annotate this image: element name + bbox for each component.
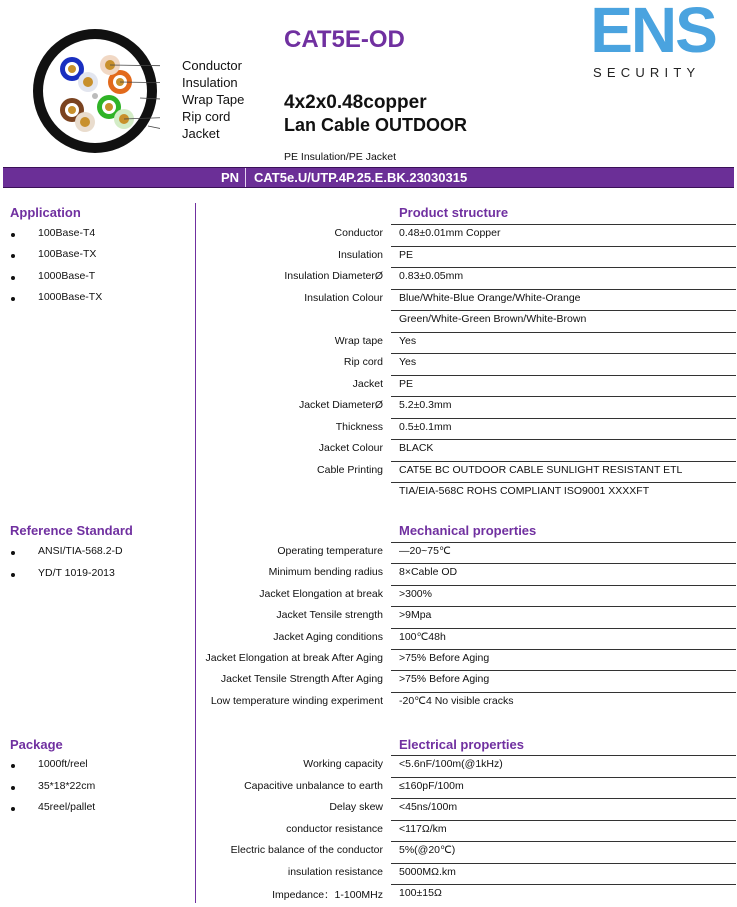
electrical-label: Capacitive unbalance to earth [244,779,383,792]
electrical-label: conductor resistance [286,822,383,835]
structure-row-divider [391,332,736,333]
electrical-row-divider [391,798,736,799]
structure-row-divider [391,396,736,397]
bullet-icon [11,786,15,790]
structure-label: Jacket [352,377,383,390]
part-number-bar [3,167,734,188]
bullet-icon [11,254,15,258]
application-item: 100Base-TX [38,248,97,260]
electrical-label: Delay skew [329,801,383,813]
mechanical-row-divider [391,628,736,629]
electrical-value: <45ns/100m [399,801,458,813]
structure-label: Insulation DiameterØ [284,270,383,282]
cable-cross-section-diagram [30,26,160,156]
package-title: Package [10,737,63,752]
mechanical-value: >9Mpa [399,609,432,622]
mechanical-value: >75% Before Aging [399,652,490,664]
legend-conductor: Conductor [182,58,242,73]
mechanical-label: Jacket Aging conditions [273,630,383,643]
application-item: 1000Base-T [38,270,96,282]
legend-rip-cord: Rip cord [182,109,231,124]
electrical-label: Electric balance of the conductor [230,844,383,856]
legend-wrap-tape: Wrap Tape [182,92,245,107]
structure-row-divider [391,289,736,290]
structure-value: 5.2±0.3mm [399,399,452,411]
electrical-label: Working capacity [303,758,383,770]
mechanical-row-divider [391,692,736,693]
structure-value: 0.48±0.01mm Copper [399,227,501,239]
product-title: CAT5E-OD [284,26,405,53]
electrical-value: 100±15Ω [399,887,442,899]
structure-value: TIA/EIA-568C ROHS COMPLIANT ISO9001 XXXXFT [399,485,650,497]
application-title: Application [10,205,81,220]
mechanical-label: Jacket Tensile strength [276,609,383,622]
mechanical-label: Jacket Tensile Strength After Aging [220,673,383,686]
structure-label: Insulation Colour [304,291,383,304]
structure-row-divider [391,439,736,440]
mechanical-value: >300% [399,587,432,600]
mechanical-value: 100℃48h [399,630,446,643]
bullet-icon [11,573,15,577]
structure-label: Insulation [338,248,383,261]
pn-separator [245,168,246,187]
reference-item: ANSI/TIA-568.2-D [38,545,123,557]
structure-label: Cable Printing [317,463,383,476]
electrical-value: 5%(@20℃) [399,844,456,856]
structure-label: Conductor [334,227,383,239]
reference-title: Reference Standard [10,523,133,538]
electrical-row-divider [391,863,736,864]
column-divider [195,203,196,903]
structure-label: Thickness [335,420,383,433]
pn-key: PN [221,170,240,185]
structure-value: Green/White-Green Brown/White-Brown [399,313,587,325]
mechanical-label: Jacket Elongation at break [259,587,383,600]
mechanical-label: Operating temperature [277,545,383,557]
structure-row-divider [391,246,736,247]
structure-value: Blue/White-Blue Orange/White-Orange [399,291,581,304]
electrical-row-divider [391,841,736,842]
package-item: 35*18*22cm [38,780,96,792]
mechanical-title: Mechanical properties [399,523,537,538]
product-materials: PE Insulation/PE Jacket [284,151,397,163]
application-item: 100Base-T4 [38,227,96,239]
electrical-value: ≤160pF/100m [399,779,464,792]
structure-label: Jacket Colour [318,442,383,454]
structure-value: Yes [399,334,417,347]
mechanical-value: -20℃4 No visible cracks [399,694,514,707]
legend-jacket: Jacket [182,126,220,141]
bullet-icon [11,276,15,280]
structure-label: Wrap tape [334,334,383,347]
mechanical-value: —20~75℃ [399,545,451,557]
product-spec: 4x2x0.48copper [284,92,427,113]
mechanical-row-divider [391,649,736,650]
bullet-icon [11,764,15,768]
ens-logo [583,0,723,56]
electrical-label: insulation resistance [287,865,383,878]
electrical-row-divider [391,820,736,821]
structure-label: Rip cord [343,356,383,368]
mechanical-value: >75% Before Aging [399,673,490,686]
bullet-icon [11,807,15,811]
legend-insulation: Insulation [182,75,238,90]
structure-row-divider [391,310,736,311]
structure-value: PE [399,377,414,390]
mechanical-row-divider [391,606,736,607]
mechanical-row-divider [391,585,736,586]
mechanical-row-divider [391,542,736,543]
structure-value: 0.5±0.1mm [399,420,452,433]
electrical-row-divider [391,777,736,778]
pn-value: CAT5e.U/UTP.4P.25.E.BK.23030315 [254,170,468,185]
structure-row-divider [391,224,736,225]
structure-row-divider [391,267,736,268]
structure-value: Yes [399,356,417,368]
bullet-icon [11,551,15,555]
structure-row-divider [391,418,736,419]
structure-label: Jacket DiameterØ [298,399,383,411]
product-structure-title: Product structure [399,205,509,220]
electrical-row-divider [391,755,736,756]
application-item: 1000Base-TX [38,291,103,303]
bullet-icon [11,233,15,237]
product-description: Lan Cable OUTDOOR [284,115,468,135]
electrical-value: <5.6nF/100m(@1kHz) [399,758,503,770]
structure-row-divider [391,375,736,376]
electrical-title: Electrical properties [399,737,524,752]
mechanical-row-divider [391,670,736,671]
structure-value: 0.83±0.05mm [399,270,464,282]
bullet-icon [11,297,15,301]
structure-row-divider [391,353,736,354]
mechanical-value: 8×Cable OD [399,566,458,579]
package-item: 1000ft/reel [38,758,88,770]
mechanical-label: Jacket Elongation at break After Aging [205,652,383,664]
electrical-label: Impedance：1-100MHz [272,889,383,901]
electrical-row-divider [391,884,736,885]
structure-value: CAT5E BC OUTDOOR CABLE SUNLIGHT RESISTANT ETL [399,463,683,476]
logo-subtitle: SECURITY [593,65,701,80]
structure-value: PE [399,248,414,261]
electrical-value: 5000MΩ.km [399,865,456,878]
mechanical-row-divider [391,563,736,564]
structure-value: BLACK [399,442,434,454]
mechanical-label: Minimum bending radius [268,566,383,579]
reference-item: YD/T 1019-2013 [38,567,115,579]
svg-text:ENS: ENS [590,0,716,56]
structure-row-divider [391,482,736,483]
package-item: 45reel/pallet [38,801,96,813]
electrical-value: <117Ω/km [399,822,447,835]
structure-row-divider [391,461,736,462]
mechanical-label: Low temperature winding experiment [210,694,383,707]
